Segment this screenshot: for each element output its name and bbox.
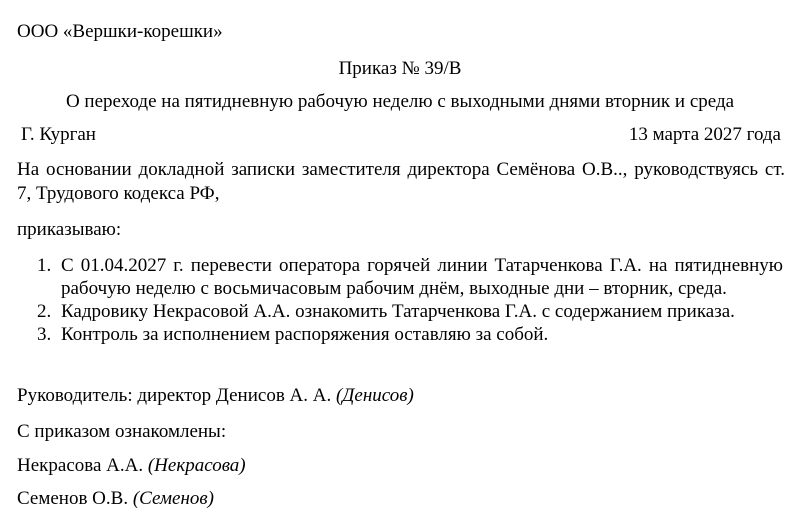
head-signature: (Денисов): [335, 385, 414, 406]
order-city: Г. Курган: [21, 124, 96, 145]
order-item-text: Контроль за исполнением распоряжения оставляю за собой.: [61, 324, 549, 345]
order-items-list: [37, 254, 789, 346]
acquainted-person-name: Некрасова А.А.: [17, 455, 144, 476]
acquainted-person-line: [17, 454, 246, 477]
order-item-text: С 01.04.2027 г. перевести оператора горячей линии Татарченкова Г.А. на пятидневную рабочую неделю с восьмичасовым рабочим днём, выходные дни – вторник, среда.: [61, 255, 783, 299]
order-date: 13 марта 2027 года: [628, 124, 781, 145]
order-item-number: 3.: [37, 324, 52, 345]
acquainted-person-signature: (Семенов): [132, 488, 214, 509]
order-item-number: 2.: [37, 301, 52, 322]
head-signature-line: [17, 384, 414, 407]
acquainted-person-signature: (Некрасова): [147, 455, 246, 476]
order-item: [37, 254, 789, 300]
order-word: приказываю:: [17, 219, 122, 240]
order-basis: На основании докладной записки заместителя директора Семёнова О.В.., руководствуясь ст. 7, Трудового кодекса РФ,: [17, 159, 785, 204]
head-label: Руководитель: директор Денисов А. А.: [17, 385, 332, 406]
acquainted-label: С приказом ознакомлены:: [17, 421, 227, 442]
acquainted-person-name: Семенов О.В.: [17, 488, 129, 509]
order-subject: О переходе на пятидневную рабочую неделю с выходными днями вторник и среда: [65, 91, 735, 112]
order-item: [37, 323, 789, 346]
organization-name: ООО «Вершки-корешки»: [17, 21, 223, 42]
order-title: Приказ № 39/В: [338, 58, 462, 79]
acquainted-person-line: [17, 487, 214, 510]
order-item-number: 1.: [37, 255, 52, 276]
order-item: [37, 300, 789, 323]
order-item-text: Кадровику Некрасовой А.А. ознакомить Татарченкова Г.А. с содержанием приказа.: [61, 301, 735, 322]
